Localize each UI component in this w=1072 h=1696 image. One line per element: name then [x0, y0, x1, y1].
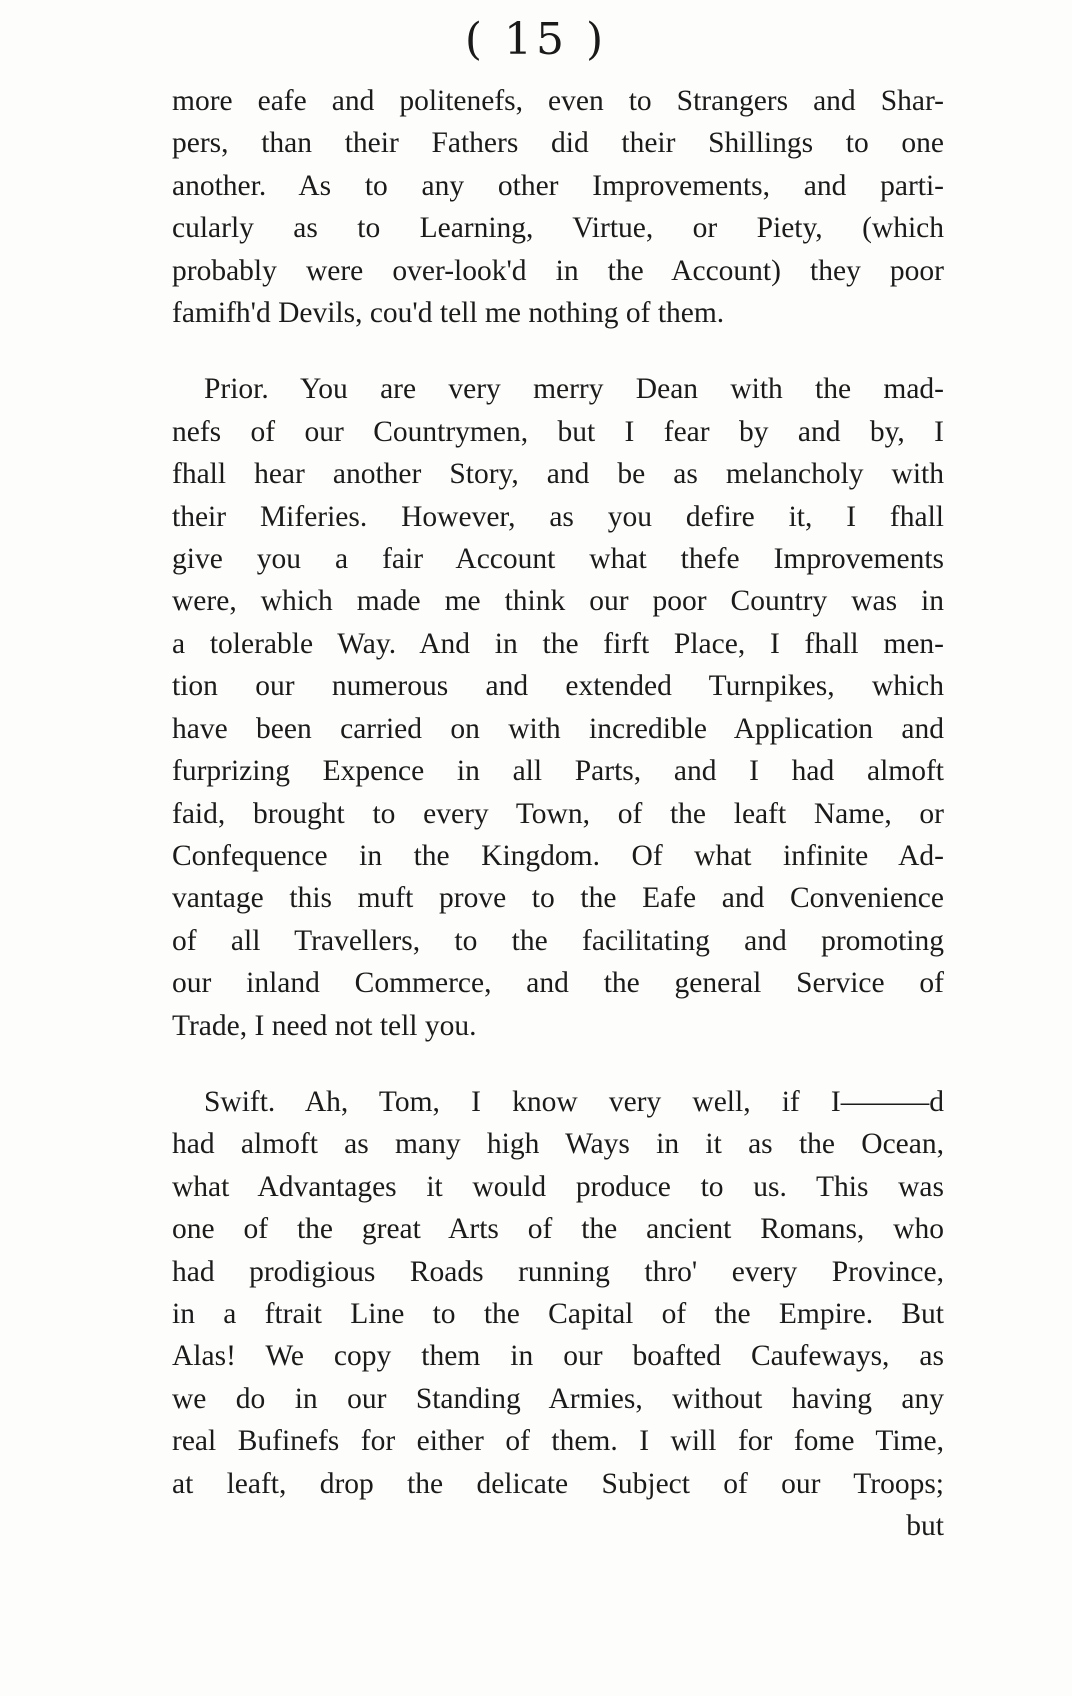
text-line: Trade, I need not tell you. — [172, 1009, 477, 1042]
text-line: Swift. Ah, Tom, I know very well, if I———d — [204, 1085, 944, 1118]
text-line: pers, than their Fathers did their Shillings to one — [172, 127, 944, 160]
text-line: their Miferies. However, as you defire it, I fhall — [172, 500, 944, 533]
text-line: Confequence in the Kingdom. Of what infinite Ad- — [172, 839, 944, 872]
paragraph — [172, 80, 944, 334]
paragraph — [172, 1081, 944, 1547]
text-line: give you a fair Account what thefe Improvements — [172, 543, 944, 576]
body-text — [172, 80, 944, 1547]
text-line: nefs of our Countrymen, but I fear by and by, I — [172, 415, 944, 448]
text-line: Prior. You are very merry Dean with the mad- — [204, 373, 944, 406]
text-line: one of the great Arts of the ancient Romans, who — [172, 1213, 944, 1246]
text-line: of all Travellers, to the facilitating and promoting — [172, 924, 944, 957]
page-number: ( 15 ) — [464, 14, 608, 65]
text-line: a tolerable Way. And in the firft Place, I fhall men- — [172, 627, 944, 660]
text-line: more eafe and politenefs, even to Strangers and Shar- — [172, 85, 944, 117]
text-line: what Advantages it would produce to us. This was — [172, 1170, 944, 1203]
text-line: cularly as to Learning, Virtue, or Piety, (which — [172, 212, 944, 245]
text-line: real Bufinefs for either of them. I will for fome Time, — [172, 1425, 944, 1458]
text-line: had almoft as many high Ways in it as the Ocean, — [172, 1128, 944, 1161]
text-line: vantage this muft prove to the Eafe and Convenience — [172, 882, 944, 915]
text-line: at leaft, drop the delicate Subject of our Troops; — [172, 1467, 944, 1500]
text-line: furprizing Expence in all Parts, and I had almoft — [172, 755, 944, 788]
text-line: tion our numerous and extended Turnpikes, which — [172, 670, 944, 703]
text-line: Alas! We copy them in our boafted Caufeways, as — [172, 1340, 944, 1373]
text-line: famifh'd Devils, cou'd tell me nothing of them. — [172, 297, 725, 330]
text-line: have been carried on with incredible Application and — [172, 712, 944, 745]
text-line: in a ftrait Line to the Capital of the Empire. But — [172, 1297, 944, 1330]
text-line: were, which made me think our poor Country was in — [172, 585, 944, 618]
text-line: we do in our Standing Armies, without having any — [172, 1382, 944, 1415]
text-line: another. As to any other Improvements, and parti- — [172, 169, 944, 202]
text-line: fhall hear another Story, and be as melancholy with — [172, 458, 944, 491]
catchword: but — [906, 1510, 944, 1542]
text-line: faid, brought to every Town, of the leaft Name, or — [172, 797, 944, 830]
text-line: our inland Commerce, and the general Service of — [172, 967, 944, 1000]
text-line: had prodigious Roads running thro' every Province, — [172, 1255, 944, 1288]
paragraph — [172, 368, 944, 1047]
text-line: probably were over-look'd in the Account) they poor — [172, 254, 944, 287]
